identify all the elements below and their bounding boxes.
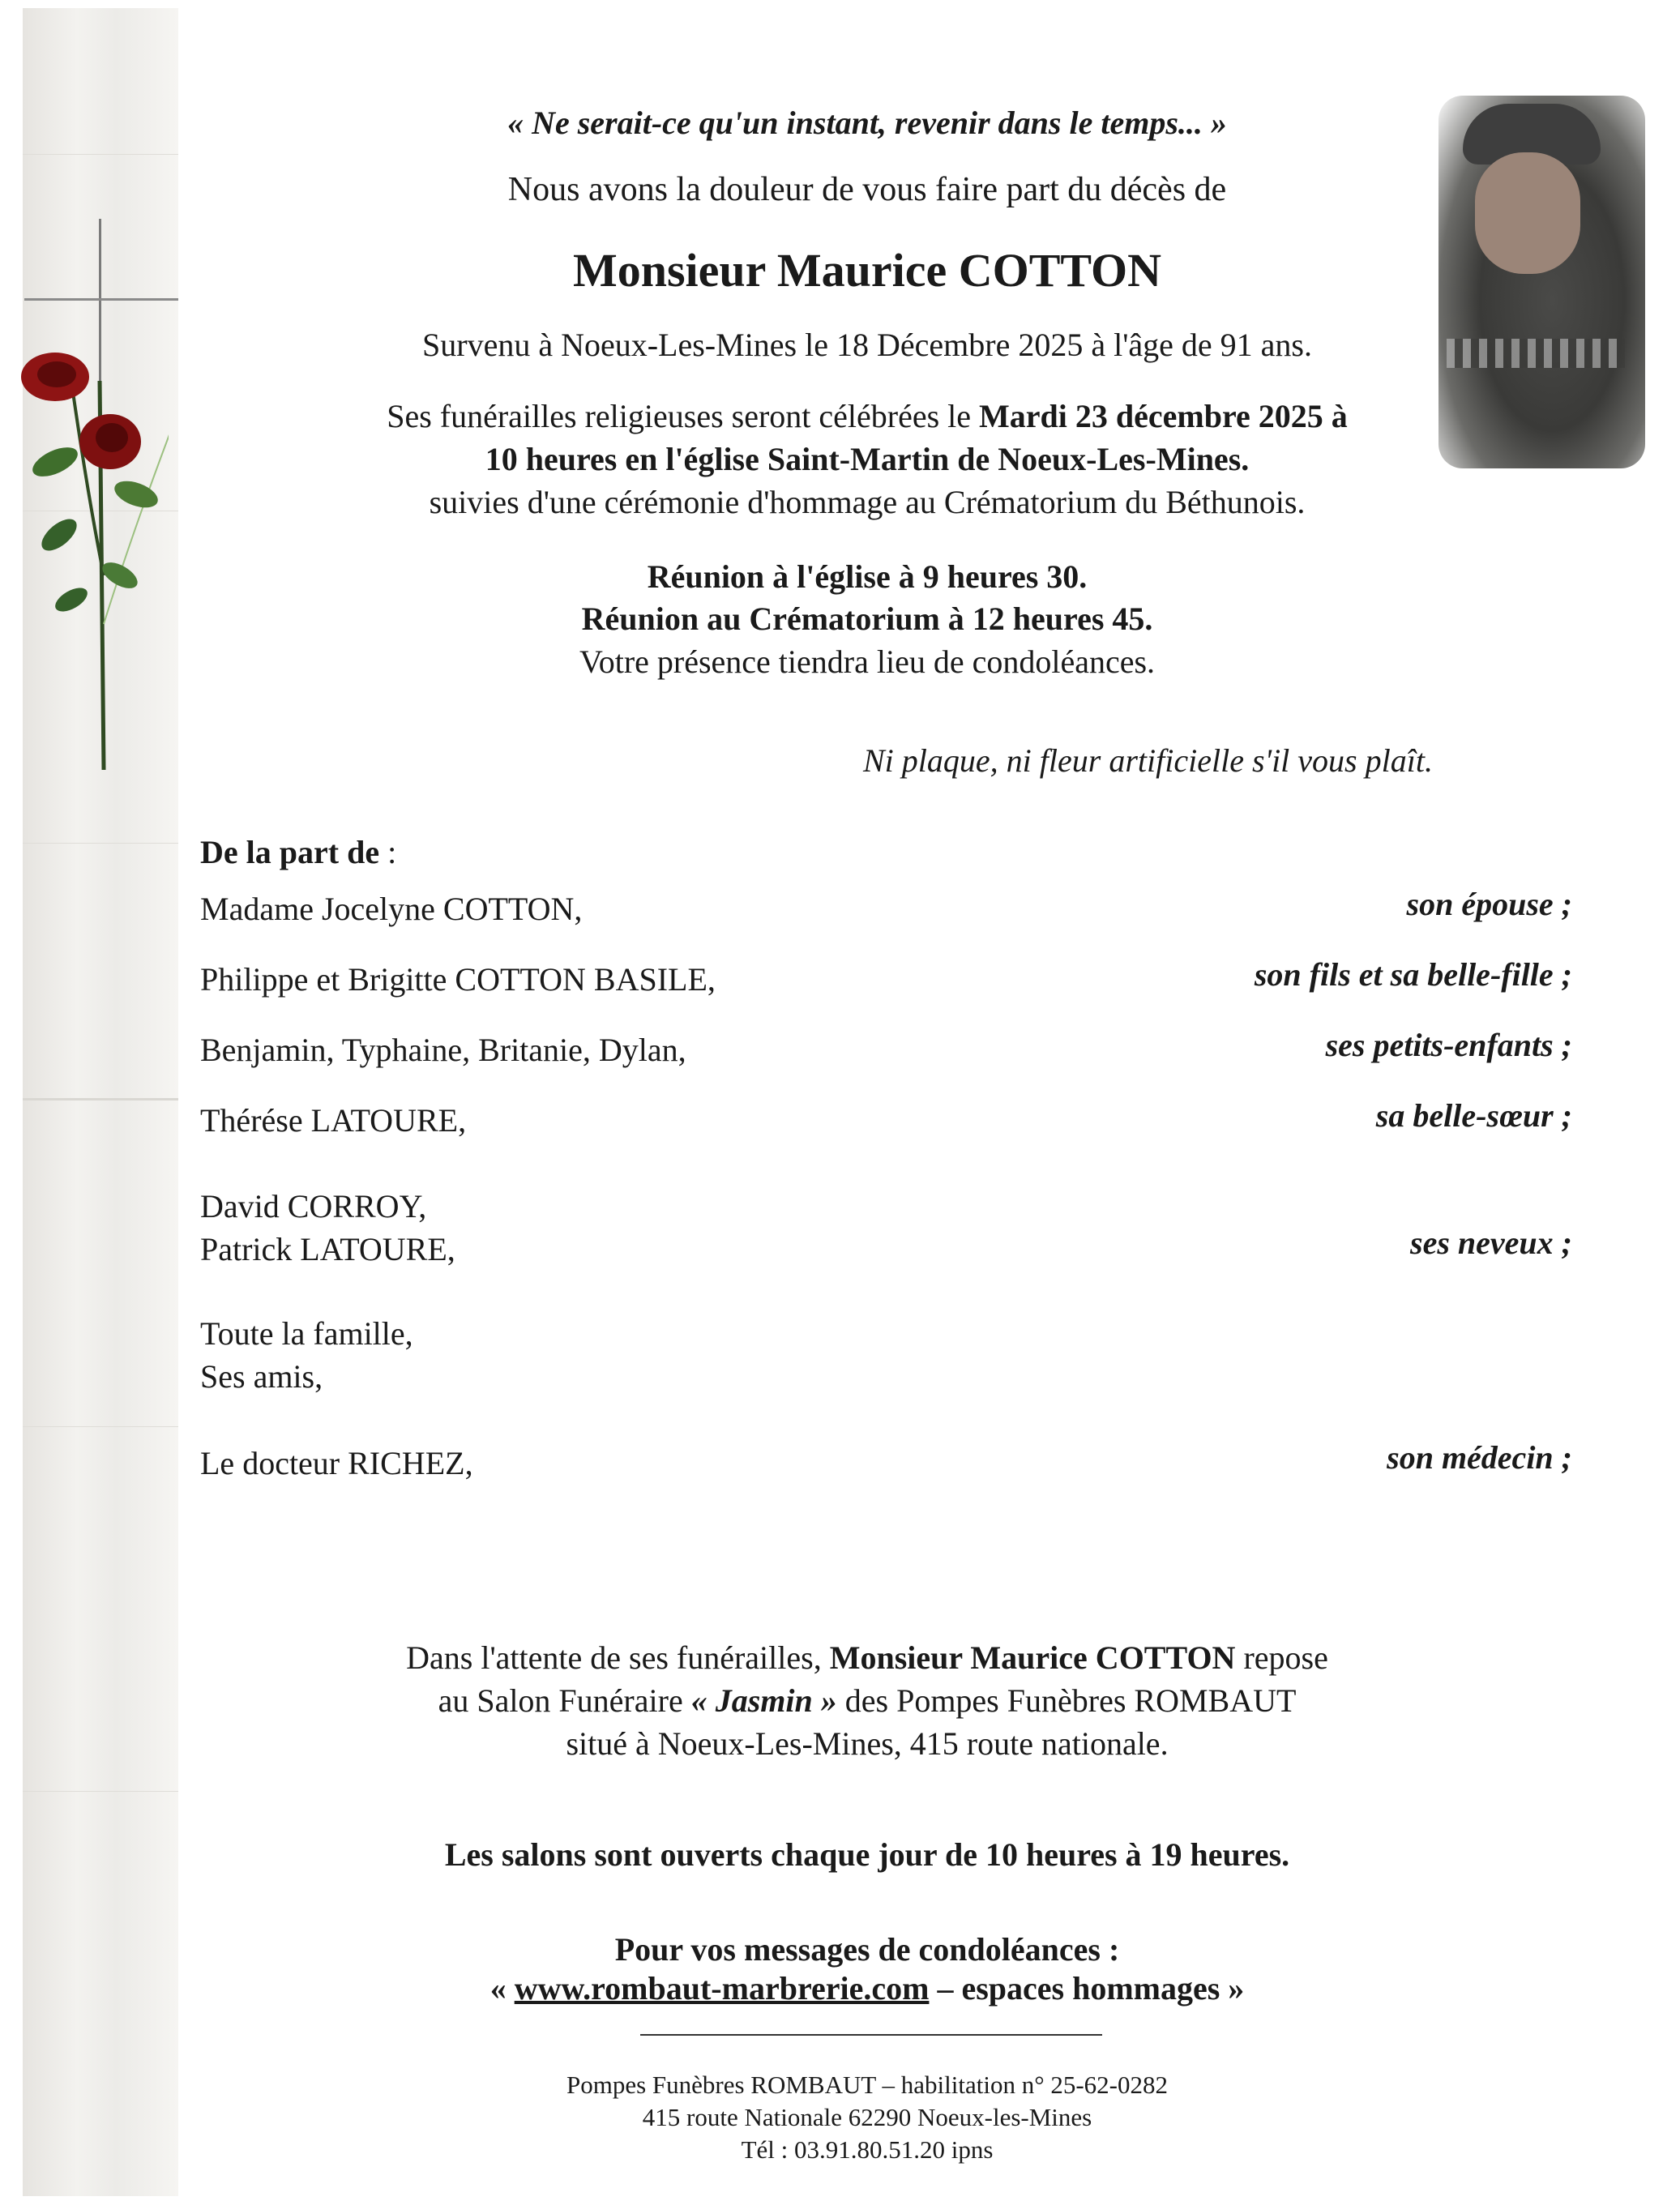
condolences-note: Votre présence tiendra lieu de condoléances.	[579, 643, 1156, 680]
messages-website-line	[219, 1969, 1515, 2007]
meeting-church: Réunion à l'église à 9 heures 30.	[647, 558, 1088, 595]
rest-line-1	[219, 1639, 1515, 1677]
announcement-line: Nous avons la douleur de vous faire part du décès de	[507, 171, 1227, 208]
funeral-line-1-text: Ses funérailles religieuses seront célébrées le	[387, 398, 980, 434]
rest-deceased-name: Monsieur Maurice COTTON	[829, 1639, 1236, 1676]
quote-line: « Ne serait-ce qu'un instant, revenir dans le temps... »	[507, 105, 1227, 141]
opening-hours: Les salons sont ouverts chaque jour de 10 heures à 19 heures.	[444, 1836, 1290, 1873]
meeting-crematorium: Réunion au Crématorium à 12 heures 45.	[581, 600, 1153, 637]
messages-open-quote: «	[489, 1970, 515, 2007]
funeral-date: Mardi 23 décembre 2025 à	[979, 398, 1348, 434]
deceased-name: Monsieur Maurice COTTON	[572, 244, 1162, 297]
family-relation-3: ses petits-enfants ;	[1325, 1027, 1572, 1063]
rest-line-2	[219, 1682, 1515, 1720]
messages-heading: Pour vos messages de condoléances :	[614, 1931, 1120, 1968]
nephews-relation: ses neveux ;	[1410, 1224, 1572, 1261]
family-heading	[200, 833, 396, 871]
footer-rule	[640, 2034, 1102, 2036]
family-name-1: Madame Jocelyne COTTON,	[200, 891, 583, 927]
nephew-1: David CORROY,	[200, 1188, 427, 1224]
rest-line-1-end: repose	[1235, 1639, 1328, 1676]
funeral-line-1	[219, 397, 1515, 435]
funeral-church: 10 heures en l'église Saint-Martin de Noeux-Les-Mines.	[485, 441, 1250, 477]
family-name-3: Benjamin, Typhaine, Britanie, Dylan,	[200, 1032, 686, 1068]
cross-horizontal	[24, 298, 178, 301]
family-name-2: Philippe et Brigitte COTTON BASILE,	[200, 961, 716, 998]
messages-close: – espaces hommages »	[929, 1970, 1245, 2007]
family-relation-1: son épouse ;	[1406, 886, 1572, 922]
rest-line-1-start: Dans l'attente de ses funérailles,	[406, 1639, 830, 1676]
strip-seam	[23, 1098, 178, 1100]
family-name-4: Thérése LATOURE,	[200, 1102, 467, 1139]
website-link[interactable]: www.rombaut-marbrerie.com	[514, 1970, 930, 2007]
family-heading-colon: :	[379, 834, 397, 870]
death-info: Survenu à Noeux-Les-Mines le 18 Décembre 2025 à l'âge de 91 ans.	[422, 327, 1312, 363]
doctor-relation: son médecin ;	[1387, 1439, 1572, 1476]
doctor-name: Le docteur RICHEZ,	[200, 1445, 473, 1481]
flowers-note: Ni plaque, ni fleur artificielle s'il vous plaît.	[863, 742, 1433, 779]
nephew-2: Patrick LATOURE,	[200, 1231, 455, 1267]
rest-address: situé à Noeux-Les-Mines, 415 route nationale.	[566, 1725, 1169, 1762]
others-family: Toute la famille,	[200, 1315, 413, 1352]
rose-illustration	[15, 332, 169, 786]
family-heading-label: De la part de	[200, 834, 380, 870]
footer-phone: Tél : 03.91.80.51.20 ipns	[741, 2135, 994, 2164]
family-relation-4: sa belle-sœur ;	[1375, 1097, 1572, 1134]
salon-name: « Jasmin »	[690, 1682, 837, 1719]
others-friends: Ses amis,	[200, 1358, 323, 1395]
family-relation-2: son fils et sa belle-fille ;	[1254, 956, 1572, 993]
footer-company: Pompes Funèbres ROMBAUT – habilitation n° 25-62-0282	[566, 2071, 1169, 2099]
footer-address: 415 route Nationale 62290 Noeux-les-Mines	[642, 2103, 1092, 2131]
funeral-ceremony: suivies d'une cérémonie d'hommage au Crématorium du Béthunois.	[429, 484, 1306, 520]
rest-line-2-start: au Salon Funéraire	[438, 1682, 691, 1719]
rest-line-2-end: des Pompes Funèbres ROMBAUT	[836, 1682, 1297, 1719]
